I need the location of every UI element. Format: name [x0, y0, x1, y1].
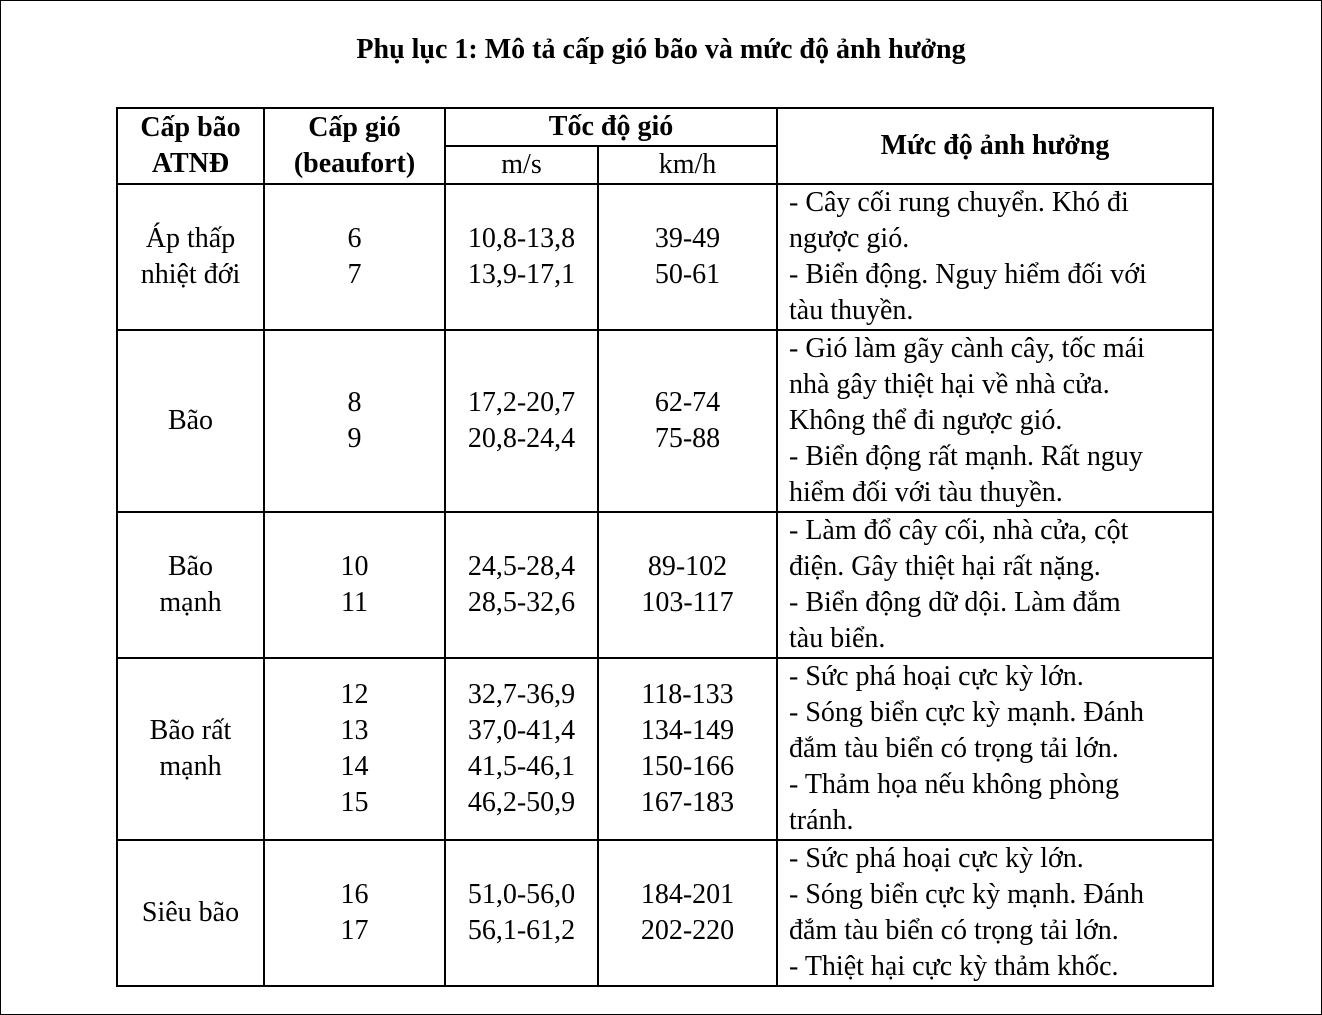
- cell-line: - Sóng biển cực kỳ mạnh. Đánh: [789, 879, 1144, 910]
- header-ms: m/s: [445, 146, 598, 184]
- cell-line: 17: [340, 915, 369, 946]
- cell-line: Bão rất: [149, 715, 232, 746]
- cell-line: tàu thuyền.: [789, 295, 914, 326]
- cell-speed-kmh: [598, 184, 777, 330]
- header-line: ATNĐ: [151, 148, 230, 179]
- cell-line: 51,0-56,0: [467, 879, 576, 910]
- table-row: [117, 512, 1213, 658]
- cell-line: - Biển động. Nguy hiểm đối với: [789, 259, 1147, 290]
- cell-line: tránh.: [789, 805, 854, 836]
- storm-scale-table: [116, 107, 1214, 987]
- cell-storm-level: [117, 330, 264, 512]
- cell-line: nhà gây thiệt hại về nhà cửa.: [789, 369, 1110, 400]
- header-wind-level: [264, 108, 445, 184]
- cell-beaufort: [264, 840, 445, 986]
- cell-impact: [777, 330, 1213, 512]
- cell-line: 41,5-46,1: [467, 751, 576, 782]
- cell-line: 50-61: [654, 259, 721, 290]
- cell-line: 184-201: [640, 879, 735, 910]
- cell-line: 15: [340, 787, 369, 818]
- cell-line: 75-88: [654, 423, 721, 454]
- cell-line: 24,5-28,4: [467, 551, 576, 582]
- cell-line: 62-74: [654, 387, 721, 418]
- document-title: Phụ lục 1: Mô tả cấp gió bão và mức độ ảnh hưởng: [356, 34, 966, 65]
- cell-line: Siêu bão: [141, 897, 240, 928]
- cell-beaufort: [264, 512, 445, 658]
- cell-line: - Thiệt hại cực kỳ thảm khốc.: [789, 951, 1119, 982]
- cell-line: - Sức phá hoại cực kỳ lớn.: [789, 843, 1084, 874]
- cell-line: điện. Gây thiệt hại rất nặng.: [789, 551, 1101, 582]
- cell-speed-kmh: [598, 840, 777, 986]
- table-row: [117, 330, 1213, 512]
- cell-speed-ms: [445, 658, 598, 840]
- cell-line: 9: [347, 423, 362, 454]
- cell-speed-kmh: [598, 658, 777, 840]
- cell-line: đắm tàu biển có trọng tải lớn.: [789, 733, 1119, 764]
- cell-impact: [777, 840, 1213, 986]
- cell-line: 8: [347, 387, 362, 418]
- cell-impact: [777, 184, 1213, 330]
- header-line: (beaufort): [293, 148, 416, 179]
- cell-line: 10: [340, 551, 369, 582]
- cell-line: - Sóng biển cực kỳ mạnh. Đánh: [789, 697, 1144, 728]
- cell-storm-level: [117, 512, 264, 658]
- cell-line: - Thảm họa nếu không phòng: [789, 769, 1119, 800]
- header-wind-speed: Tốc độ gió: [445, 108, 777, 146]
- cell-line: 56,1-61,2: [467, 915, 576, 946]
- cell-line: 7: [347, 259, 362, 290]
- cell-beaufort: [264, 184, 445, 330]
- cell-impact: [777, 512, 1213, 658]
- cell-line: 46,2-50,9: [467, 787, 576, 818]
- cell-line: Bão: [167, 551, 214, 582]
- header-line: Cấp bão: [140, 112, 241, 143]
- cell-line: hiểm đối với tàu thuyền.: [789, 477, 1063, 508]
- cell-storm-level: [117, 184, 264, 330]
- cell-line: - Sức phá hoại cực kỳ lớn.: [789, 661, 1084, 692]
- cell-line: 134-149: [640, 715, 735, 746]
- cell-line: 11: [341, 587, 368, 618]
- cell-line: 17,2-20,7: [467, 387, 576, 418]
- cell-line: - Biển động dữ dội. Làm đắm: [789, 587, 1121, 618]
- cell-storm-level: [117, 840, 264, 986]
- cell-line: 13: [340, 715, 369, 746]
- header-storm-level: [117, 108, 264, 184]
- cell-line: 37,0-41,4: [467, 715, 576, 746]
- cell-line: Áp thấp: [145, 223, 236, 254]
- cell-beaufort: [264, 658, 445, 840]
- cell-line: 202-220: [640, 915, 735, 946]
- cell-line: mạnh: [159, 751, 222, 782]
- cell-speed-ms: [445, 330, 598, 512]
- cell-impact: [777, 658, 1213, 840]
- cell-line: 14: [340, 751, 369, 782]
- cell-line: 39-49: [654, 223, 721, 254]
- cell-line: nhiệt đới: [140, 259, 241, 290]
- cell-line: đắm tàu biển có trọng tải lớn.: [789, 915, 1119, 946]
- cell-speed-ms: [445, 840, 598, 986]
- cell-line: tàu biển.: [789, 623, 886, 654]
- cell-line: 20,8-24,4: [467, 423, 576, 454]
- cell-line: 6: [347, 223, 362, 254]
- cell-line: - Gió làm gãy cành cây, tốc mái: [789, 333, 1145, 364]
- cell-line: 103-117: [641, 587, 734, 618]
- cell-line: 10,8-13,8: [467, 223, 576, 254]
- cell-beaufort: [264, 330, 445, 512]
- cell-speed-ms: [445, 184, 598, 330]
- table-row: [117, 658, 1213, 840]
- cell-line: Bão: [167, 405, 214, 436]
- cell-line: 28,5-32,6: [467, 587, 576, 618]
- cell-speed-ms: [445, 512, 598, 658]
- cell-line: 89-102: [647, 551, 728, 582]
- cell-line: 167-183: [640, 787, 735, 818]
- cell-line: 12: [340, 679, 369, 710]
- cell-line: - Cây cối rung chuyển. Khó đi: [789, 187, 1129, 218]
- table-row: [117, 184, 1213, 330]
- cell-line: 150-166: [640, 751, 735, 782]
- cell-storm-level: [117, 658, 264, 840]
- cell-line: ngược gió.: [789, 223, 910, 254]
- cell-speed-kmh: [598, 330, 777, 512]
- cell-line: - Biển động rất mạnh. Rất nguy: [789, 441, 1143, 472]
- header-impact: Mức độ ảnh hưởng: [777, 108, 1213, 184]
- cell-line: 13,9-17,1: [467, 259, 576, 290]
- cell-line: 118-133: [641, 679, 734, 710]
- cell-line: mạnh: [159, 587, 222, 618]
- cell-speed-kmh: [598, 512, 777, 658]
- header-line: Cấp gió: [308, 112, 401, 143]
- cell-line: 16: [340, 879, 369, 910]
- cell-line: Không thể đi ngược gió.: [789, 405, 1063, 436]
- cell-line: - Làm đổ cây cối, nhà cửa, cột: [789, 515, 1129, 546]
- table-row: [117, 840, 1213, 986]
- header-kmh: km/h: [598, 146, 777, 184]
- cell-line: 32,7-36,9: [467, 679, 576, 710]
